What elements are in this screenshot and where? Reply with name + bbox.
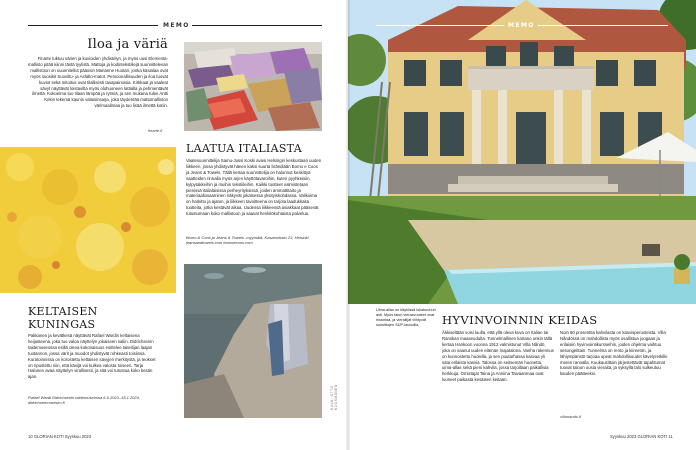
memo-label: MEMO (163, 22, 190, 29)
article-body-col2: Noin 80 prosenttia kahvilasta on kasvisperusteista. Villa Nåndössä on mahdollista myös osallistua joogaan ja erilaisiin hyvinvointikursseihin, joiden ohjelma vaihtuu sesongeittain. Tunnelma on rento ja kiireetön, ja lähiympäristö tarjoaa upeat mahdollisuudet kävelyretkille meren rannalla. Kuukausittain järjestettävät tapahtumat tuovat taloon uusia vieraita, ja syksyllä talo sulkeutuu kauden päätteeksi. (560, 330, 668, 377)
article-body-col1: Äkkiseltään voisi luulla, että yllä oleva kuva on Italian tai Ranskan maaseudulta. Tunnelmallinen kartano onkin tällä kertaa Hankoon vuonna 1912 valmistunut Villa Nåndö, joka on saanut uuden elämän majatalona. Vanha rakennus on kunnostettu huolella, ja sen puutarhassa kasvaa yli sata erilaista kasvia. Talossa on seitsemän huonetta, uima-allas sekä pieni kahvila, jossa tarjoillaan paikallisia herkkuja. Omistajat Taina ja Anniina Taivaanmaa ovat luoneet paikasta kesäisen keitaan. (442, 330, 554, 383)
villa-photo-caption: Uima-allas on käytössä lokakuuhun asti. Myös talon vierasvuoteet ovat historiaa, ja vierailijat viihtyvät suosittujen SUP-laudoilla. (376, 308, 436, 327)
article-body-keltaisen: Pakkanen ja kevätkesä näyttävät Rafael Wardin keltaisena heijasteena, joka tuo valoa näyttelyn jokaiseen saliin. Didrichsenin taidemuseossa esillä oleva kokonaisuus esittelee taiteilijan laajan tuotannon, jossa värit ja muodot yhdistyvät rohkeasti toisiinsa. Kuratoinnissa on korostettu keltaisen sävyjen merkitystä, ja teokset on ripustettu niin, että kävijä voi kulkea valosta toiseen. Tarja Halonen avaa näyttelyn virallisesti, ja sitä voi tutustua koko kesän ajan. (28, 333, 156, 380)
memo-rule-right-a (376, 25, 504, 26)
credit-finarte: finarte.fi (148, 128, 163, 133)
caption-bomo: Bomo & Coos ja Jeans & Towels -myymälä, Kasarmikatu 23, Helsinki. jeansandtowels.com bomoecoos.com (186, 235, 310, 245)
headline-hyvinvoinnin-keidas: HYVINVOINNIN KEIDAS (442, 313, 598, 327)
rugs-photo (184, 42, 322, 131)
memo-rule-right-b (538, 25, 668, 26)
headline-laatua-italiasta: LAATUA ITALIASTA (186, 142, 302, 155)
painting-photo (0, 147, 176, 293)
towel-photo (184, 264, 322, 418)
villa-photo (348, 0, 696, 304)
spine-gutter (346, 0, 350, 450)
folio-right: Syyskuu 2023 GLORIAN KOTI 11 (610, 434, 673, 439)
right-page (348, 0, 696, 450)
article-body-iloa: Finarte tuktuu värien ja kuvioiden yhdistelyn, ja myös uusi Elementa-mallisto pitää kiinni tästä tyylistä. Mattoja ja kodintekstiilejä suunnittelevan mallistoon on suunnitellut pääosin Marianne Huotari, jonka käsialaa ovat myös suosikit Suoviltu- ja Asfalto-matot. Persoonallisuuden ja iloa tuovat kuviot sekä mitoitus ovat tilallisesti tasapainoisia. Kirkkaat ja vaaleat sävyt näyttävät loistavilta myös olohuoneen lattialla ja pehmentävät ilmettä. Kokoelma tuo tilaan lämpöä ja rytmiä, ja sen mukana tulee Antti Kekin tekemä kaunis valaisinsarja, joka täydentää mattomalliston värimaailmaa ja tuo lisää ilmettä kotiin. (28, 56, 168, 109)
memo-rule-left-a (28, 25, 158, 26)
article-body-laatua: Vaatesuunnittelija Samu-Jussi Koski avasi Helsingin keskustaan uuden liikkeen, jossa yhdistyvät hänen kaksi suurta brändiään Bomo e Coos ja Jeans & Towels. Tällä kertaa suunnittelija on halunnut keskittyä vaatteiden rinnalla myös arjen käyttötavaroihin, kuten pyyhkeisiin, kylpytakkeihin ja muihin tekstiileihin. Kaikki tuotteet valmistetaan pienissä italialaisissa perheyrityksissä, joiden ammattitaito ja materiaaliosaaminen näkyvät jokaisessa yksityiskohdassa. Valikoima on harkittu ja ajaton, ja liikkeen tavoitteena on tarjota laadukkaita tuotteita, jotka kestävät aikaa. Uudessa liikkeessä asiakkaat pääsevät tutustumaan koko mallistoon ja saavat henkilökohtaista palvelua. (186, 158, 322, 217)
headline-keltaisen-kuningas: KELTAISEN KUNINGAS (28, 305, 98, 331)
rugs-illustration (184, 42, 322, 131)
towel-illustration (184, 264, 322, 418)
vertical-photo-credit: KUVA: OTTO KUOSMANEN (330, 384, 338, 410)
credit-didrichsen: Rafael Wardi Didrichsenin taidemuseossa 6.6.2023–18.1.2024. didrichsenmuseum.fi (28, 395, 140, 405)
painting-illustration (0, 147, 176, 293)
credit-villanando: villanando.fi (560, 414, 582, 419)
folio-left: 10 GLORIAN KOTI Syyskuu 2023 (28, 434, 92, 439)
villa-illustration (348, 0, 696, 304)
memo-label-right: MEMO (508, 22, 535, 29)
headline-iloa-ja-varia: Iloa ja väriä (87, 37, 168, 52)
memo-rule-left-b (192, 25, 322, 26)
